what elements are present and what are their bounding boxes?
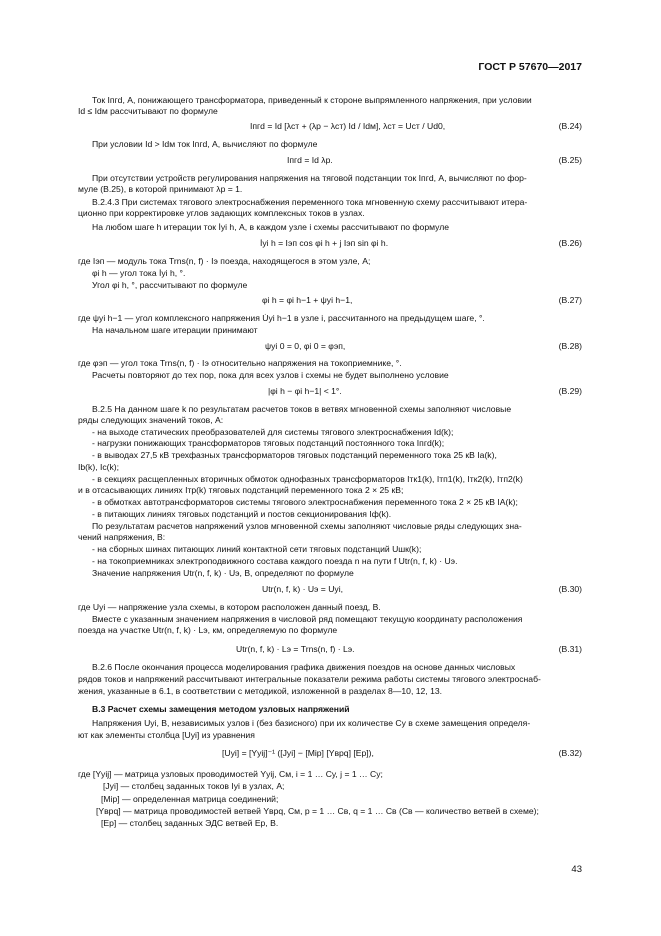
equation: Utr(n, f, k) · Lэ = Trns(n, f) · Lэ. — [236, 644, 355, 654]
equation: Utr(n, f, k) · Uэ = Uуi, — [262, 584, 344, 594]
equation-number: (В.30) — [558, 584, 582, 594]
text-line: Ток Iпгd, А, понижающего трансформатора, приведенный к стороне выпрямленного напряжения, при условии — [92, 95, 532, 105]
text-line: ряды следующих значений токов, А: — [78, 415, 224, 425]
list-item: - в питающих линиях тяговых подстанций и постов секционирования Iф(k). — [92, 509, 392, 519]
equation: |φi h − φi h−1| < 1°. — [268, 386, 342, 396]
list-item: - в выводах 27,5 кВ трехфазных трансформаторов тяговых подстанций переменного тока 25 кВ Ia(k), — [92, 450, 497, 460]
text-line: Id ≤ Idм рассчитывают по формуле — [78, 106, 218, 116]
equation: İуi h = Iэп cos φi h + j Iэп sin φi h. — [260, 238, 389, 248]
text-line: На начальном шаге итерации принимают — [92, 325, 258, 335]
text-line: В.2.6 После окончания процесса моделирования графика движения поездов на основе данных числовых — [92, 662, 516, 672]
equation-number: (В.26) — [558, 238, 582, 248]
text-line: Значение напряжения Utr(n, f, k) · Uэ, В, определяют по формуле — [92, 568, 354, 578]
text-line: Вместе с указанным значением напряжения в числовой ряд помещают текущую координату расположения — [92, 614, 523, 624]
list-item: - на сборных шинах питающих линий контактной сети тяговых подстанций Uшк(k); — [92, 544, 422, 554]
section-heading: В.3 Расчет схемы замещения методом узловых напряжений — [92, 704, 350, 714]
text-line: При условии Id > Idм ток Iпгd, А, вычисляют по формуле — [92, 139, 318, 149]
definition-item: [Mip] — определенная матрица соединений; — [101, 794, 279, 804]
definition-item: [Jуi] — столбец заданных токов Iуi в узлах, А; — [103, 781, 285, 791]
text-line: На любом шаге h итерации ток İуi h, А, в каждом узле i схемы рассчитывают по формуле — [92, 222, 450, 232]
list-item: - на выходе статических преобразователей для системы тягового электроснабжения Id(k); — [92, 427, 454, 437]
text-line: В.2.4.3 При системах тягового электроснабжения переменного тока мгновенную схему рассчитывают итера- — [92, 197, 528, 207]
text-line: муле (В.25), в которой принимают λр = 1. — [78, 184, 243, 194]
definition-item: [Yвpq] — матрица проводимостей ветвей Yвpq, См, p = 1 … Cв, q = 1 … Cв (Cв — количество ветвей в схеме); — [96, 806, 539, 816]
equation: φi h = φi h−1 + ψуi h−1, — [262, 295, 353, 305]
text-line: Угол φi h, °, рассчитывают по формуле — [92, 280, 248, 290]
definition-item: [Ep] — столбец заданных ЭДС ветвей Ep, В. — [101, 818, 279, 828]
equation-number: (В.28) — [558, 341, 582, 351]
list-item: - в обмотках автотрансформаторов системы тягового электроснабжения переменного тока 2 × 25 кВ IА(k); — [92, 497, 518, 507]
text-line: рядов токов и напряжений рассчитывают интегральные показатели режима работы системы тягового электроснаб- — [78, 674, 541, 684]
text-line: где Iэп — модуль тока Trns(n, f) · Iэ поезда, находящегося в этом узле, А; — [78, 256, 371, 266]
text-line: Расчеты повторяют до тех пор, пока для всех узлов i схемы не будет выполнено условие — [92, 370, 449, 380]
equation-number: (В.32) — [558, 748, 582, 758]
equation-number: (В.31) — [558, 644, 582, 654]
text-line: По результатам расчетов напряжений узлов мгновенной схемы заполняют числовые ряды следующих зна- — [92, 521, 522, 531]
text-line: жения, указанные в 6.1, в соответствии с методикой, изложенной в разделах 8—10, 12, 13. — [78, 686, 443, 696]
text-line: φi h — угол тока İуi h, °. — [92, 268, 186, 278]
definition-item: где [Yуij] — матрица узловых проводимостей Yуij, См, i = 1 … Cу, j = 1 … Cу; — [78, 769, 383, 779]
text-line: чений напряжения, В: — [78, 532, 166, 542]
text-line: где ψуi h−1 — угол комплексного напряжения U̇уi h−1 в узле i, рассчитанного на предыдущем шаге, °. — [78, 313, 485, 323]
list-item: - в секциях расщепленных вторичных обмоток однофазных трансформаторов Iтк1(k), Iтп1(k), Iтк2(k), Iтп2(k) — [92, 474, 523, 484]
equation-number: (В.25) — [558, 155, 582, 165]
text-line: где Uуi — напряжение узла схемы, в котором расположен данный поезд, В. — [78, 602, 381, 612]
text-line: где φэп — угол тока Trns(n, f) · Iэ относительно напряжения на токоприемнике, °. — [78, 358, 402, 368]
text-line: В.2.5 На данном шаге k по результатам расчетов токов в ветвях мгновенной схемы заполняют числовые — [92, 404, 512, 414]
text-line: ционно при корректировке углов задающих комплексных токов в узлах. — [78, 208, 365, 218]
equation-number: (В.24) — [558, 121, 582, 131]
equation: [Uуi] = [Yуij]⁻¹ ([Jуi] − [Mip] [Yвpq] [Ep]), — [222, 748, 374, 758]
text-line: Ib(k), Ic(k); — [78, 462, 120, 472]
text-line: и в отсасывающих линиях Iтр(k) тяговых подстанций переменного тока 2 × 25 кВ; — [78, 485, 404, 495]
equation: ψуi 0 = 0, φi 0 = φэп, — [265, 341, 346, 351]
equation-number: (В.29) — [558, 386, 582, 396]
list-item: - на токоприемниках электроподвижного состава каждого поезда n на пути f Utr(n, f, k) · Uэ. — [92, 556, 458, 566]
list-item: - нагрузки понижающих трансформаторов тяговых подстанций постоянного тока Iпгd(k); — [92, 438, 445, 448]
document-header: ГОСТ Р 57670—2017 — [478, 61, 582, 73]
text-line: Напряжения Uуi, В, независимых узлов i (без базисного) при их количестве Cу в схеме замещения определя- — [92, 718, 531, 728]
text-line: ют как элементы столбца [Uуi] из уравнения — [78, 730, 255, 740]
equation: Iпгd = Id [λст + (λр − λст) Id / Idм], λст = Uст / Ud0, — [250, 121, 446, 131]
page-number: 43 — [571, 864, 582, 875]
text-line: поезда на участке Utr(n, f, k) · Lэ, км, определяемую по формуле — [78, 625, 338, 635]
text-line: При отсутствии устройств регулирования напряжения на тяговой подстанции ток Iпгd, А, вычисляют по фор- — [92, 173, 527, 183]
equation-number: (В.27) — [558, 295, 582, 305]
equation: Iпгd = Id λр. — [287, 155, 333, 165]
